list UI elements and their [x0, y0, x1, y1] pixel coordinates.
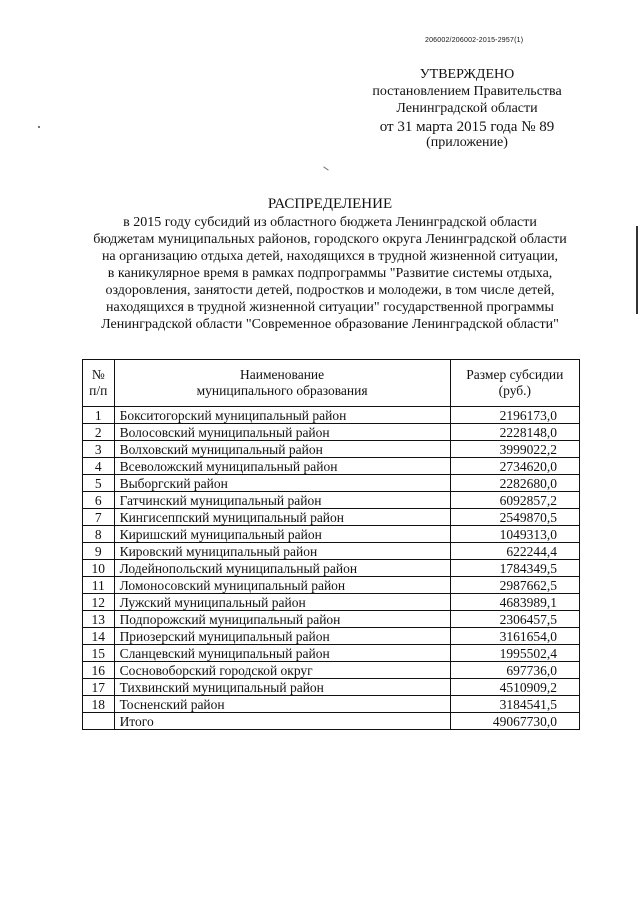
heading-line: Ленинградской области "Современное образование Ленинградской области": [101, 317, 559, 332]
row-number: 16: [83, 662, 115, 679]
table-header-row: [83, 360, 580, 407]
approval-line: Ленинградской области: [396, 101, 538, 116]
row-municipality: Кировский муниципальный район: [114, 543, 450, 560]
row-number: 18: [83, 696, 115, 713]
row-municipality: Тихвинский муниципальный район: [114, 679, 450, 696]
table-row: [83, 458, 580, 475]
row-amount: 2734620,0: [450, 458, 579, 475]
heading-title: РАСПРЕДЕЛЕНИЕ: [267, 196, 393, 212]
table-row: [83, 441, 580, 458]
table-row: [83, 407, 580, 424]
table-row: [83, 679, 580, 696]
table-row: [83, 577, 580, 594]
heading-line: находящихся в трудной жизненной ситуации" государственной программы: [106, 300, 554, 315]
scan-speck: [38, 126, 40, 128]
row-amount: 1784349,5: [450, 560, 579, 577]
row-number: 1: [83, 407, 115, 424]
row-municipality: Подпорожский муниципальный район: [114, 611, 450, 628]
table-body: [83, 407, 580, 730]
document-heading: [70, 196, 590, 333]
table-row: [83, 543, 580, 560]
heading-line: в каникулярное время в рамках подпрограммы "Развитие системы отдыха,: [107, 266, 553, 281]
row-municipality: Выборгский район: [114, 475, 450, 492]
row-number: 13: [83, 611, 115, 628]
total-amount: 49067730,0: [450, 713, 579, 730]
table-row: [83, 475, 580, 492]
row-municipality: Сосновоборский городской округ: [114, 662, 450, 679]
table-row: [83, 645, 580, 662]
heading-line: в 2015 году субсидий из областного бюджета Ленинградской области: [123, 215, 537, 230]
heading-line: бюджетам муниципальных районов, городского округа Ленинградской области: [93, 232, 567, 247]
row-number: 5: [83, 475, 115, 492]
row-number: 9: [83, 543, 115, 560]
total-label: Итого: [114, 713, 450, 730]
row-number: 15: [83, 645, 115, 662]
row-amount: 2549870,5: [450, 509, 579, 526]
table-row: [83, 696, 580, 713]
row-municipality: Волховский муниципальный район: [114, 441, 450, 458]
table-row: [83, 594, 580, 611]
row-municipality: Сланцевский муниципальный район: [114, 645, 450, 662]
table-total-row: [83, 713, 580, 730]
row-amount: 3999022,2: [450, 441, 579, 458]
row-amount: 1049313,0: [450, 526, 579, 543]
row-amount: 3161654,0: [450, 628, 579, 645]
row-amount: 622244,4: [450, 543, 579, 560]
total-number: [83, 713, 115, 730]
row-municipality: Кингисеппский муниципальный район: [114, 509, 450, 526]
row-number: 11: [83, 577, 115, 594]
table-row: [83, 509, 580, 526]
row-amount: 2196173,0: [450, 407, 579, 424]
row-amount: 2987662,5: [450, 577, 579, 594]
row-number: 10: [83, 560, 115, 577]
row-amount: 697736,0: [450, 662, 579, 679]
row-number: 6: [83, 492, 115, 509]
table-row: [83, 560, 580, 577]
approval-block: [352, 66, 582, 149]
row-number: 2: [83, 424, 115, 441]
row-amount: 3184541,5: [450, 696, 579, 713]
row-municipality: Лодейнопольский муниципальный район: [114, 560, 450, 577]
row-amount: 4510909,2: [450, 679, 579, 696]
approval-line: постановлением Правительства: [372, 84, 562, 99]
row-municipality: Приозерский муниципальный район: [114, 628, 450, 645]
table-row: [83, 492, 580, 509]
table-row: [83, 424, 580, 441]
row-number: 4: [83, 458, 115, 475]
approval-date: от 31 марта 2015 года № 89: [379, 119, 555, 135]
document-code: 206002/206002-2015-2957(1): [425, 37, 524, 44]
header-text: (руб.): [498, 383, 532, 398]
header-text: Наименование: [240, 367, 325, 382]
column-header-number: [83, 360, 115, 407]
row-amount: 2282680,0: [450, 475, 579, 492]
row-number: 3: [83, 441, 115, 458]
scan-speck: [636, 226, 638, 314]
row-municipality: Киришский муниципальный район: [114, 526, 450, 543]
column-header-amount: [450, 360, 579, 407]
column-header-name: [114, 360, 450, 407]
row-number: 14: [83, 628, 115, 645]
table-row: [83, 526, 580, 543]
row-amount: 2228148,0: [450, 424, 579, 441]
approval-title: УТВЕРЖДЕНО: [419, 67, 515, 82]
row-municipality: Бокситогорский муниципальный район: [114, 407, 450, 424]
header-text: муниципального образования: [196, 383, 368, 398]
row-amount: 2306457,5: [450, 611, 579, 628]
row-municipality: Ломоносовский муниципальный район: [114, 577, 450, 594]
approval-note: (приложение): [426, 135, 508, 150]
heading-line: на организацию отдыха детей, находящихся в трудной жизненной ситуации,: [101, 249, 559, 264]
heading-line: оздоровления, занятости детей, подростков и молодежи, в том числе детей,: [105, 283, 555, 298]
table-row: [83, 611, 580, 628]
row-municipality: Всеволожский муниципальный район: [114, 458, 450, 475]
table-row: [83, 628, 580, 645]
header-text: п/п: [89, 383, 108, 398]
header-text: Размер субсидии: [466, 367, 564, 382]
scan-speck: [323, 166, 328, 170]
row-number: 8: [83, 526, 115, 543]
row-municipality: Лужский муниципальный район: [114, 594, 450, 611]
header-text: №: [91, 367, 105, 382]
table-row: [83, 662, 580, 679]
row-number: 12: [83, 594, 115, 611]
row-amount: 1995502,4: [450, 645, 579, 662]
row-municipality: Тосненский район: [114, 696, 450, 713]
row-amount: 4683989,1: [450, 594, 579, 611]
subsidy-table: [82, 359, 580, 730]
row-municipality: Гатчинский муниципальный район: [114, 492, 450, 509]
row-municipality: Волосовский муниципальный район: [114, 424, 450, 441]
row-number: 17: [83, 679, 115, 696]
row-amount: 6092857,2: [450, 492, 579, 509]
row-number: 7: [83, 509, 115, 526]
